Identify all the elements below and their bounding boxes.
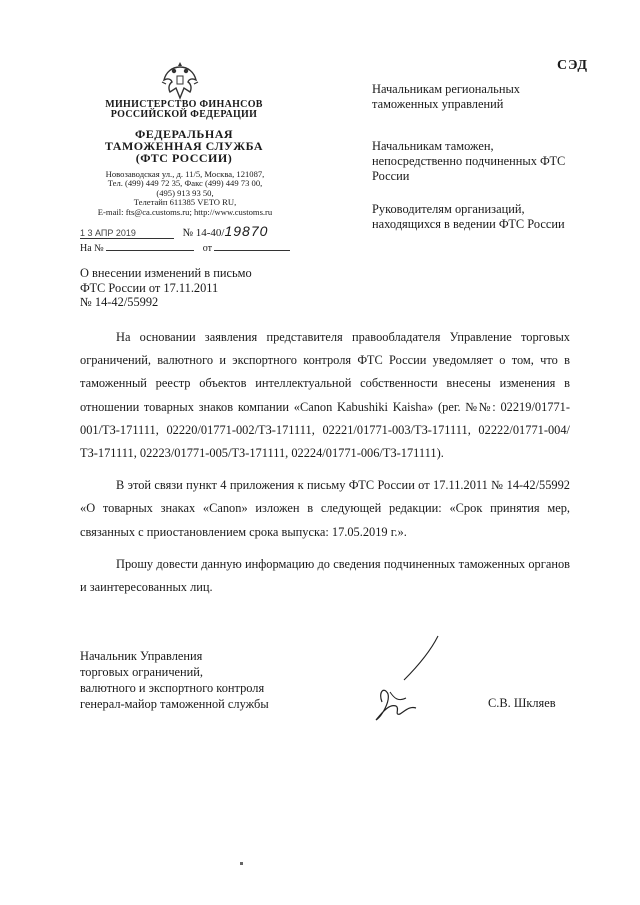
service-line: (ФТС РОССИИ): [135, 151, 233, 165]
ministry-line: МИНИСТЕРСТВО ФИНАНСОВ: [105, 99, 263, 110]
addressee: Начальникам региональных таможенных управлений: [372, 82, 520, 111]
position-line: Начальник Управления: [80, 649, 203, 663]
ministry-line: РОССИЙСКОЙ ФЕДЕРАЦИИ: [110, 109, 258, 120]
ref-label: На №: [80, 243, 104, 254]
position-line: валютного и экспортного контроля: [80, 681, 265, 695]
contact-line: Телетайп 611385 VETO RU,: [133, 197, 237, 208]
letter-body: [80, 326, 570, 599]
position-line: торговых ограничений,: [80, 665, 204, 679]
handwritten-signature: [360, 632, 460, 724]
contact-line: (495) 913 93 50,: [156, 187, 214, 198]
subject-line: ФТС России от 17.11.2011: [80, 280, 219, 295]
date-stamp: 1 3 АПР 2019: [80, 228, 174, 239]
page-mark: [240, 862, 243, 865]
ref-number-blank: [106, 241, 194, 251]
registration-line: [80, 223, 268, 239]
letter-subject: [80, 266, 252, 310]
outgoing-number-prefix: № 14-40/: [182, 227, 225, 239]
signatory-position: [80, 648, 269, 712]
addressee: Руководителям организаций, находящихся в ведении ФТС России: [372, 202, 565, 231]
coat-of-arms-icon: [160, 58, 200, 102]
contact-line: E-mail: fts@ca.customs.ru; http://www.customs.ru: [97, 206, 273, 217]
ministry-name: [96, 100, 272, 120]
ref-from-label: от: [202, 243, 212, 254]
outgoing-number-handwritten: 19870: [224, 223, 269, 239]
body-paragraph: В этой связи пункт 4 приложения к письму ФТС России от 17.11.2011 № 14-42/55992 «О товарных знаках «Canon» изложен в следующей редакции: «Срок принятия мер, связанных с приостановлением срока выпуска: 17.05.2019 г.».: [80, 478, 570, 539]
body-paragraph: Прошу довести данную информацию до сведения подчиненных таможенных органов и заинтересованных лиц.: [80, 556, 570, 595]
service-line: ФЕДЕРАЛЬНАЯ: [134, 127, 234, 141]
contact-block: [80, 170, 290, 217]
reference-line: [80, 241, 290, 254]
service-line: ТАМОЖЕННАЯ СЛУЖБА: [104, 139, 264, 153]
subject-line: О внесении изменений в письмо: [80, 266, 252, 280]
service-name: [96, 128, 272, 164]
body-paragraph: На основании заявления представителя правообладателя Управление торговых ограничений, валютного и экспортного контроля ФТС России уведомляет о том, что в таможенный реестр объектов интеллектуальной собственности внесены изменения в отношении товарных знаков компании «Canon Kabushiki Kaisha» (рег. №№: 02219/01771-001/ТЗ-171111, 02220/01771-002/ТЗ-171111, 02221/01771-003/ТЗ-171111, 02222/01771-004/ТЗ-171111, 02223/01771-005/ТЗ-171111, 02224/01771-006/ТЗ-171111).: [80, 330, 570, 461]
ref-date-blank: [214, 241, 290, 251]
addressee: Начальникам таможен, непосредственно подчиненных ФТС России: [372, 139, 566, 183]
position-line: генерал-майор таможенной службы: [80, 697, 269, 711]
subject-line: № 14-42/55992: [80, 295, 159, 309]
contact-line: Тел. (499) 449 72 35, Факс (499) 449 73 00,: [107, 178, 263, 189]
contact-line: Новозаводская ул., д. 11/5, Москва, 121087,: [105, 169, 265, 179]
signatory-name: С.В. Шкляев: [488, 696, 556, 710]
sed-marker: СЭД: [556, 58, 588, 73]
